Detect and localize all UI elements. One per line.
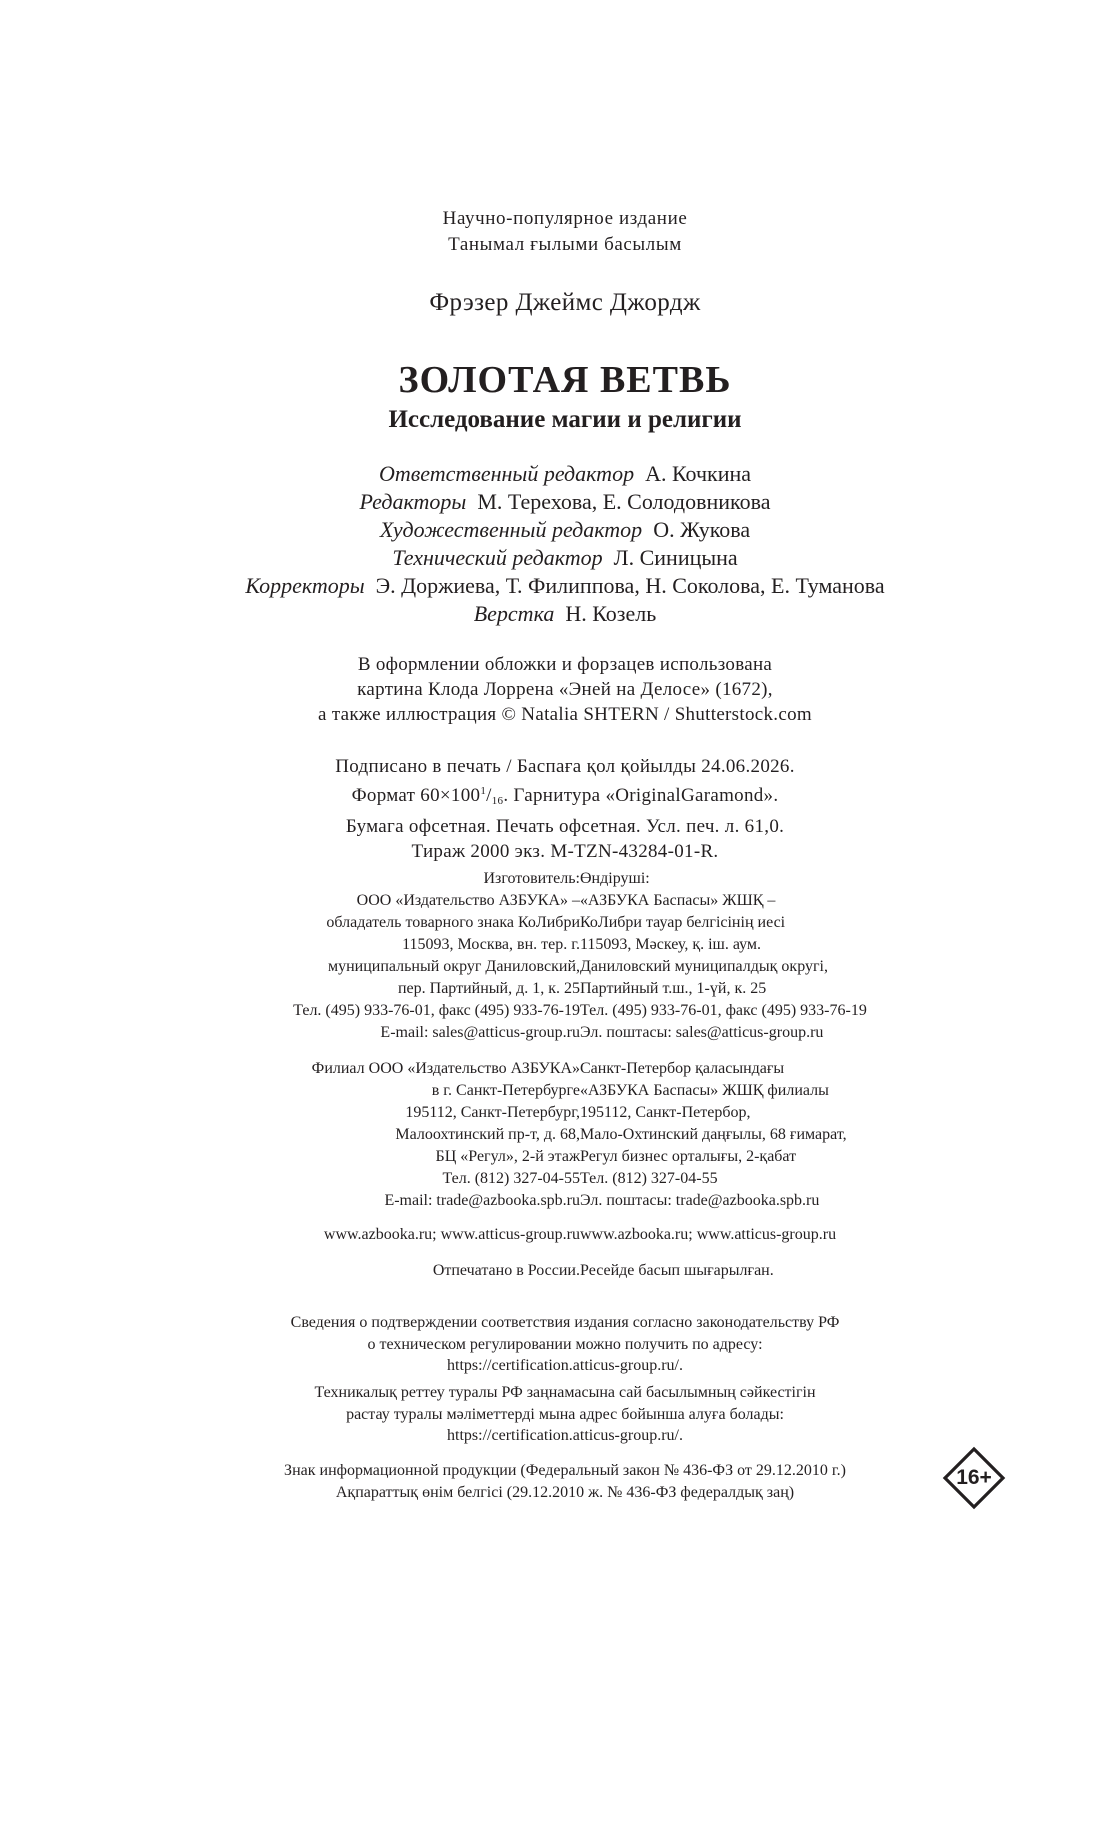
paper-line: Бумага офсетная. Печать офсетная. Усл. печ. л. 61,0.	[345, 816, 785, 837]
branch-kz-line: Санкт-Петербор қаласындағы	[580, 1060, 785, 1077]
manufacturer-kz-line: 115093, Мәскеу, қ. іш. аум.	[580, 936, 762, 953]
manufacturer-kz-line: «АЗБУКА Баспасы» ЖШҚ –	[580, 892, 776, 909]
credit-names: Н. Козель	[565, 601, 657, 626]
credit-names: О. Жукова	[653, 517, 751, 542]
branch-ru-line: 195112, Санкт-Петербург,	[405, 1104, 580, 1121]
cover-note-line: картина Клода Лоррена «Эней на Делосе» (1672),	[357, 679, 773, 700]
printed-in-ru: Отпечатано в России.	[432, 1262, 580, 1279]
branch-kz-line: Регул бизнес орталығы, 2-қабат	[580, 1148, 797, 1165]
manufacturer-ru-line: ООО «Издательство АЗБУКА» –	[356, 892, 580, 909]
credit-row	[0, 572, 1100, 600]
credit-role: Корректоры	[245, 573, 365, 598]
branch-ru-line: БЦ «Регул», 2-й этаж	[435, 1148, 580, 1165]
certification-ru-line: Сведения о подтверждении соответствия издания согласно законодательству РФ	[290, 1314, 840, 1331]
credit-names: Л. Синицына	[613, 545, 738, 570]
format-prefix: Формат 60×100	[351, 785, 481, 806]
manufacturer-kz-line: Өндіруші:	[580, 870, 650, 887]
branch-kz-line: 195112, Санкт-Петербор,	[580, 1104, 751, 1121]
manufacturer-ru-line: Тел. (495) 933-76-01, факс (495) 933-76-19	[293, 1002, 580, 1019]
genre-block	[0, 206, 1100, 258]
certification-kz-line: растау туралы мәліметтерді мына адрес бойынша алуға болады:	[346, 1405, 784, 1423]
credit-names: Э. Доржиева, Т. Филиппова, Н. Соколова, Е. Туманова	[375, 573, 885, 598]
certification-kz	[0, 1382, 1100, 1447]
websites-kz: www.azbooka.ru; www.atticus-group.ru	[580, 1226, 837, 1243]
info-product-sign-ru: Знак информационной продукции (Федеральный закон № 436-ФЗ от 29.12.2010 г.)	[284, 1462, 846, 1479]
age-rating: 16+	[956, 1466, 992, 1489]
credit-row	[0, 544, 1100, 572]
credit-role: Верстка	[473, 601, 555, 626]
manufacturer-ru-line: 115093, Москва, вн. тер. г.	[402, 936, 580, 953]
manufacturer-kz-line: Партийный т.ш., 1-үй, к. 25	[580, 980, 767, 997]
book-subtitle: Исследование магии и религии	[388, 406, 742, 433]
cover-note	[0, 652, 1100, 727]
format-denominator: 16	[491, 795, 504, 807]
signed-date: Подписано в печать / Баспаға қол қойылды 24.06.2026.	[335, 756, 795, 777]
book-title: ЗОЛОТАЯ ВЕТВЬ	[398, 359, 732, 401]
credit-row	[0, 600, 1100, 628]
manufacturer-ru	[293, 868, 580, 1044]
format-line	[0, 779, 1100, 814]
manufacturer-ru-email: E-mail: sales@atticus-group.ru	[380, 1024, 580, 1041]
branch-ru-line: в г. Санкт-Петербурге	[431, 1082, 580, 1099]
branch-ru-line: Малоохтинский пр-т, д. 68,	[395, 1126, 580, 1143]
manufacturer-ru-line: пер. Партийный, д. 1, к. 25	[397, 980, 580, 997]
branch-ru-email: E-mail: trade@azbooka.spb.ru	[384, 1192, 580, 1209]
printed-in-kz: Ресейде басып шығарылған.	[580, 1262, 774, 1279]
info-product-sign	[0, 1460, 1100, 1503]
credit-row	[0, 488, 1100, 516]
genre-kz: Танымал ғылыми басылым	[448, 234, 682, 255]
credit-names: М. Терехова, Е. Солодовникова	[477, 489, 771, 514]
branch-ru-line: Филиал ООО «Издательство АЗБУКА»	[311, 1060, 580, 1077]
branch-kz	[580, 1058, 847, 1212]
certification-kz-url: https://certification.atticus-group.ru/.	[447, 1427, 683, 1444]
credit-role: Редакторы	[359, 489, 467, 514]
format-slash: /	[486, 785, 492, 806]
certification-ru-url: https://certification.atticus-group.ru/.	[447, 1357, 683, 1374]
manufacturer-ru-line: муниципальный округ Даниловский,	[327, 958, 580, 975]
credit-row	[0, 516, 1100, 544]
cover-note-line: а также иллюстрация © Natalia SHTERN / Shutterstock.com	[318, 704, 812, 725]
manufacturer-kz-line: КоЛибри тауар белгісінің иесі	[580, 914, 786, 931]
certification-ru	[0, 1312, 1100, 1377]
print-info	[0, 754, 1100, 864]
manufacturer-ru-line: Изготовитель:	[483, 870, 580, 887]
genre-ru: Научно-популярное издание	[442, 208, 688, 229]
credits-block	[0, 460, 1100, 628]
credit-role: Ответственный редактор	[378, 461, 635, 486]
credit-row	[0, 460, 1100, 488]
cover-note-line: В оформлении обложки и форзацев использована	[357, 654, 773, 675]
branch-kz-line: «АЗБУКА Баспасы» ЖШҚ филиалы	[580, 1082, 829, 1099]
branch-ru	[312, 1058, 580, 1212]
credit-role: Художественный редактор	[379, 517, 643, 542]
certification-ru-line: о техническом регулировании можно получить по адресу:	[367, 1335, 763, 1353]
manufacturer-ru-line: обладатель товарного знака КоЛибри	[326, 914, 580, 931]
manufacturer-kz-line: Даниловский муниципалдық округі,	[580, 958, 828, 975]
branch-ru-line: Тел. (812) 327-04-55	[442, 1170, 580, 1187]
websites-ru: www.azbooka.ru; www.atticus-group.ru	[323, 1226, 580, 1243]
manufacturer-kz-line: Тел. (495) 933-76-01, факс (495) 933-76-19	[580, 1002, 867, 1019]
branch-kz-email: Эл. поштасы: trade@azbooka.spb.ru	[580, 1192, 820, 1209]
manufacturer-kz-email: Эл. поштасы: sales@atticus-group.ru	[580, 1024, 824, 1041]
format-suffix: . Гарнитура «OriginalGaramond».	[503, 785, 779, 806]
format-numerator: 1	[480, 785, 487, 797]
credit-role: Технический редактор	[392, 545, 603, 570]
print-run: Тираж 2000 экз. M-TZN-43284-01-R.	[411, 841, 719, 862]
info-product-sign-kz: Ақпараттық өнім белгісі (29.12.2010 ж. № 436-ФЗ федералдық заң)	[335, 1483, 795, 1501]
branch-kz-line: Тел. (812) 327-04-55	[580, 1170, 718, 1187]
branch-kz-line: Мало-Охтинский даңғылы, 68 ғимарат,	[580, 1126, 847, 1143]
credit-names: А. Кочкина	[645, 461, 752, 486]
manufacturer-kz	[580, 868, 867, 1044]
author-name: Фрэзер Джеймс Джордж	[429, 289, 701, 316]
certification-kz-line: Техникалық реттеу туралы РФ заңнамасына сай басылымның сәйкестігін	[314, 1384, 816, 1401]
